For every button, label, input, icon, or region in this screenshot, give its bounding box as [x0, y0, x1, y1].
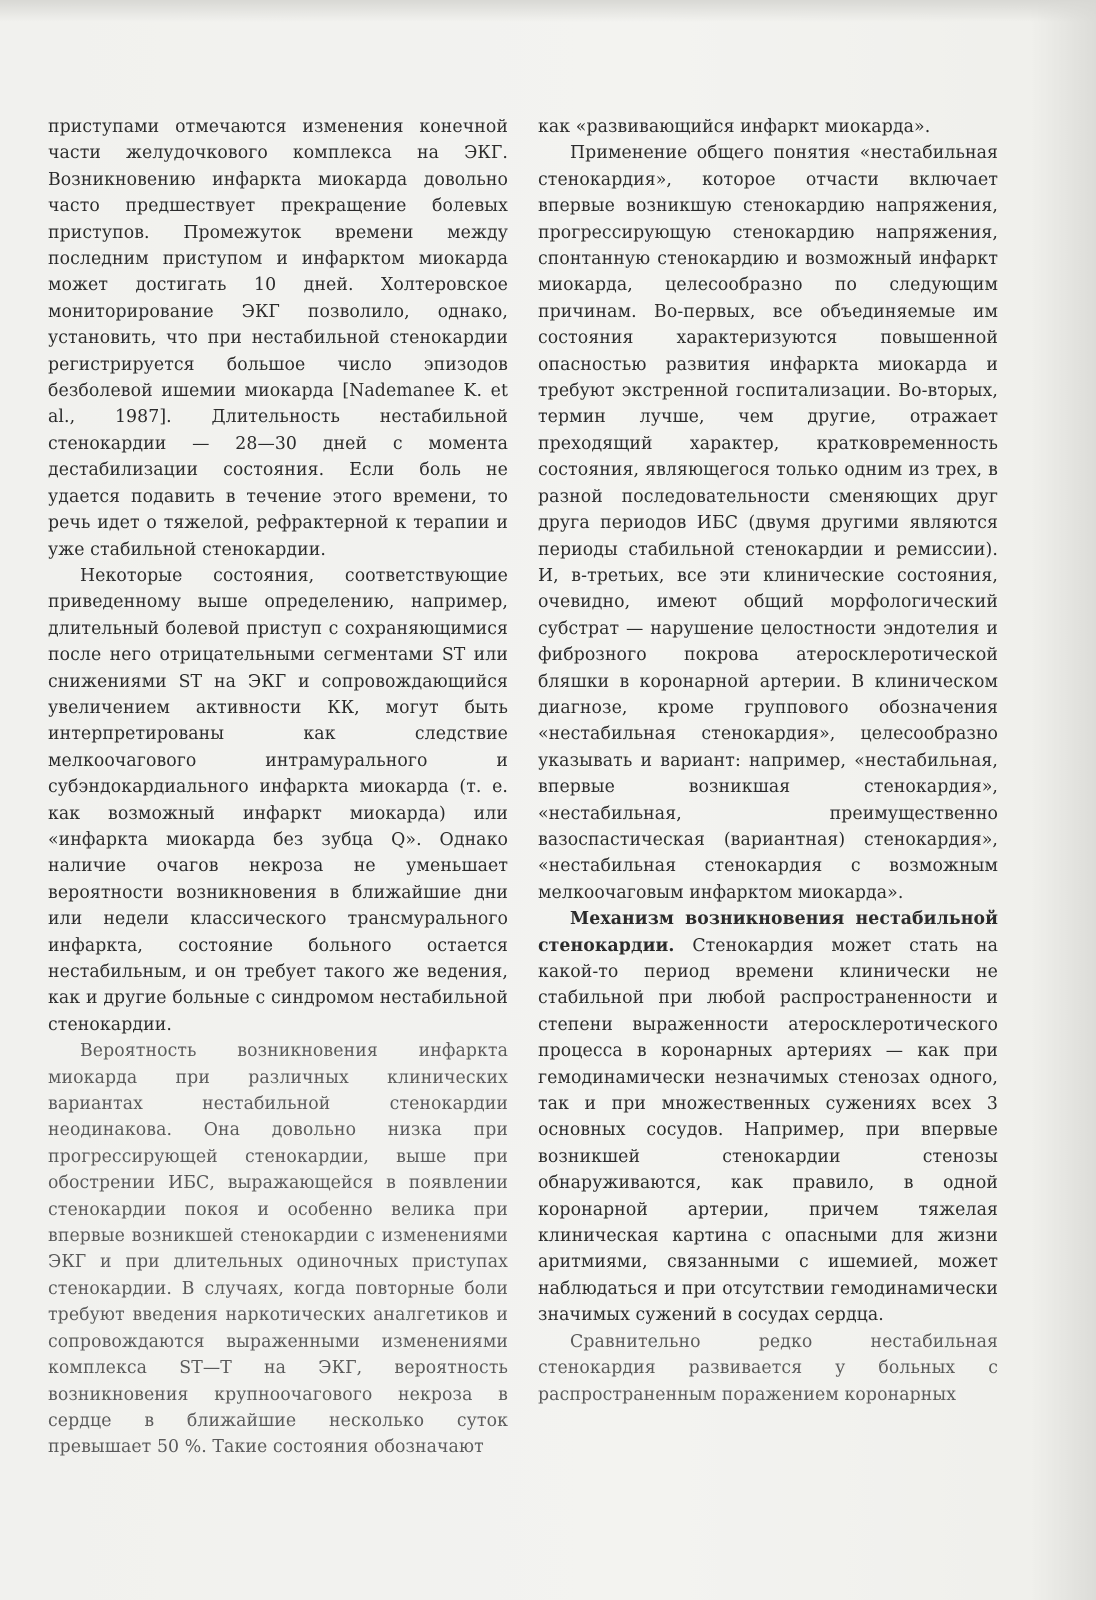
paragraph [538, 906, 998, 1329]
paragraph-text: Стенокардия может стать на какой-то период времени клинически не стабильной при любой распространенности и степени выраженности атеросклеротического процесса в коронарных артериях — как при гемодинамически незначимых стенозах одного, так и при множественных сужениях всех 3 основных сосудов. Например, при впервые возникшей стенокардии стенозы обнаруживаются, как правило, в одной коронарной артерии, причем тяжелая клиническая картина с опасными для жизни аритмиями, связанными с ишемией, может наблюдаться и при отсутствии гемодинамически значимых сужений в сосудах сердца. [538, 935, 998, 1326]
top-edge-shadow [0, 0, 1096, 22]
left-text-column [48, 114, 508, 1461]
paragraph: Вероятность возникновения инфаркта миокарда при различных клинических вариантах нестабильной стенокардии неодинакова. Она довольно низка при прогрессирующей стенокардии, выше при обострении ИБС, выражающейся в появлении стенокардии покоя и особенно велика при впервые возникшей стенокардии с изменениями ЭКГ и при длительных одиночных приступах стенокардии. В случаях, когда повторные боли требуют введения наркотических аналгетиков и сопровождаются выраженными изменениями комплекса ST—T на ЭКГ, вероятность возникновения крупноочагового некроза в сердце в ближайшие несколько суток превышает 50 %. Такие состояния обозначают [48, 1041, 508, 1458]
paragraph: Некоторые состояния, соответствующие приведенному выше определению, например, длительный болевой приступ с сохраняющимися после него отрицательными сегментами ST или снижениями ST на ЭКГ и сопровождающийся увеличением активности КК, могут быть интерпретированы как следствие мелкоочагового интрамурального и субэндокардиального инфаркта миокарда (т. е. как возможный инфаркт миокарда) или «инфаркта миокарда без зубца Q». Однако наличие очагов некроза не уменьшает вероятности возникновения в ближайшие дни или недели классического трансмурального инфаркта, состояние больного остается нестабильным, и он требует такого же ведения, как и другие больные с синдромом нестабильной стенокардии. [48, 565, 508, 1035]
paragraph: Сравнительно редко нестабильная стенокардия развивается у больных с распространенным поражением коронарных [538, 1331, 998, 1405]
paragraph: как «развивающийся инфаркт миокарда». [538, 117, 931, 137]
section-heading: Механизм возникновения нестабильной стенокардии. [538, 909, 998, 956]
paragraph: Применение общего понятия «нестабильная стенокардия», которое отчасти включает впервые возникшую стенокардию напряжения, прогрессирующую стенокардию напряжения, спонтанную стенокардию и возможный инфаркт миокарда, целесообразно по следующим причинам. Во-первых, все объединяемые им состояния характеризуются повышенной опасностью развития инфаркта миокарда и требуют экстренной госпитализации. Во-вторых, термин лучше, чем другие, отражает преходящий характер, кратковременность состояния, являющегося только одним из трех, в разной последовательности сменяющих друг друга периодов ИБС (двумя другими являются периоды стабильной стенокардии и ремиссии). И, в-третьих, все эти клинические состояния, очевидно, имеют общий морфологический субстрат — нарушение целостности эндотелия и фиброзного покрова атеросклеротической бляшки в коронарной артерии. В клиническом диагнозе, кроме группового обозначения «нестабильная стенокардия», целесообразно указывать и вариант: например, «нестабильная, впервые возникшая стенокардия», «нестабильная, преимущественно вазоспастическая (вариантная) стенокардия», «нестабильная стенокардия с возможным мелкоочаговым инфарктом миокарда». [538, 143, 998, 903]
right-text-column [538, 114, 998, 1408]
paragraph: приступами отмечаются изменения конечной части желудочкового комплекса на ЭКГ. Возникновению инфаркта миокарда довольно часто предшествует прекращение болевых приступов. Промежуток времени между последним приступом и инфарктом миокарда может достигать 10 дней. Холтеровское мониторирование ЭКГ позволило, однако, установить, что при нестабильной стенокардии регистрируется большое число эпизодов безболевой ишемии миокарда [Nademanee K. et al., 1987]. Длительность нестабильной стенокардии — 28—30 дней с момента дестабилизации состояния. Если боль не удается подавить в течение этого времени, то речь идет о тяжелой, рефрактерной к терапии и уже стабильной стенокардии. [48, 117, 508, 560]
